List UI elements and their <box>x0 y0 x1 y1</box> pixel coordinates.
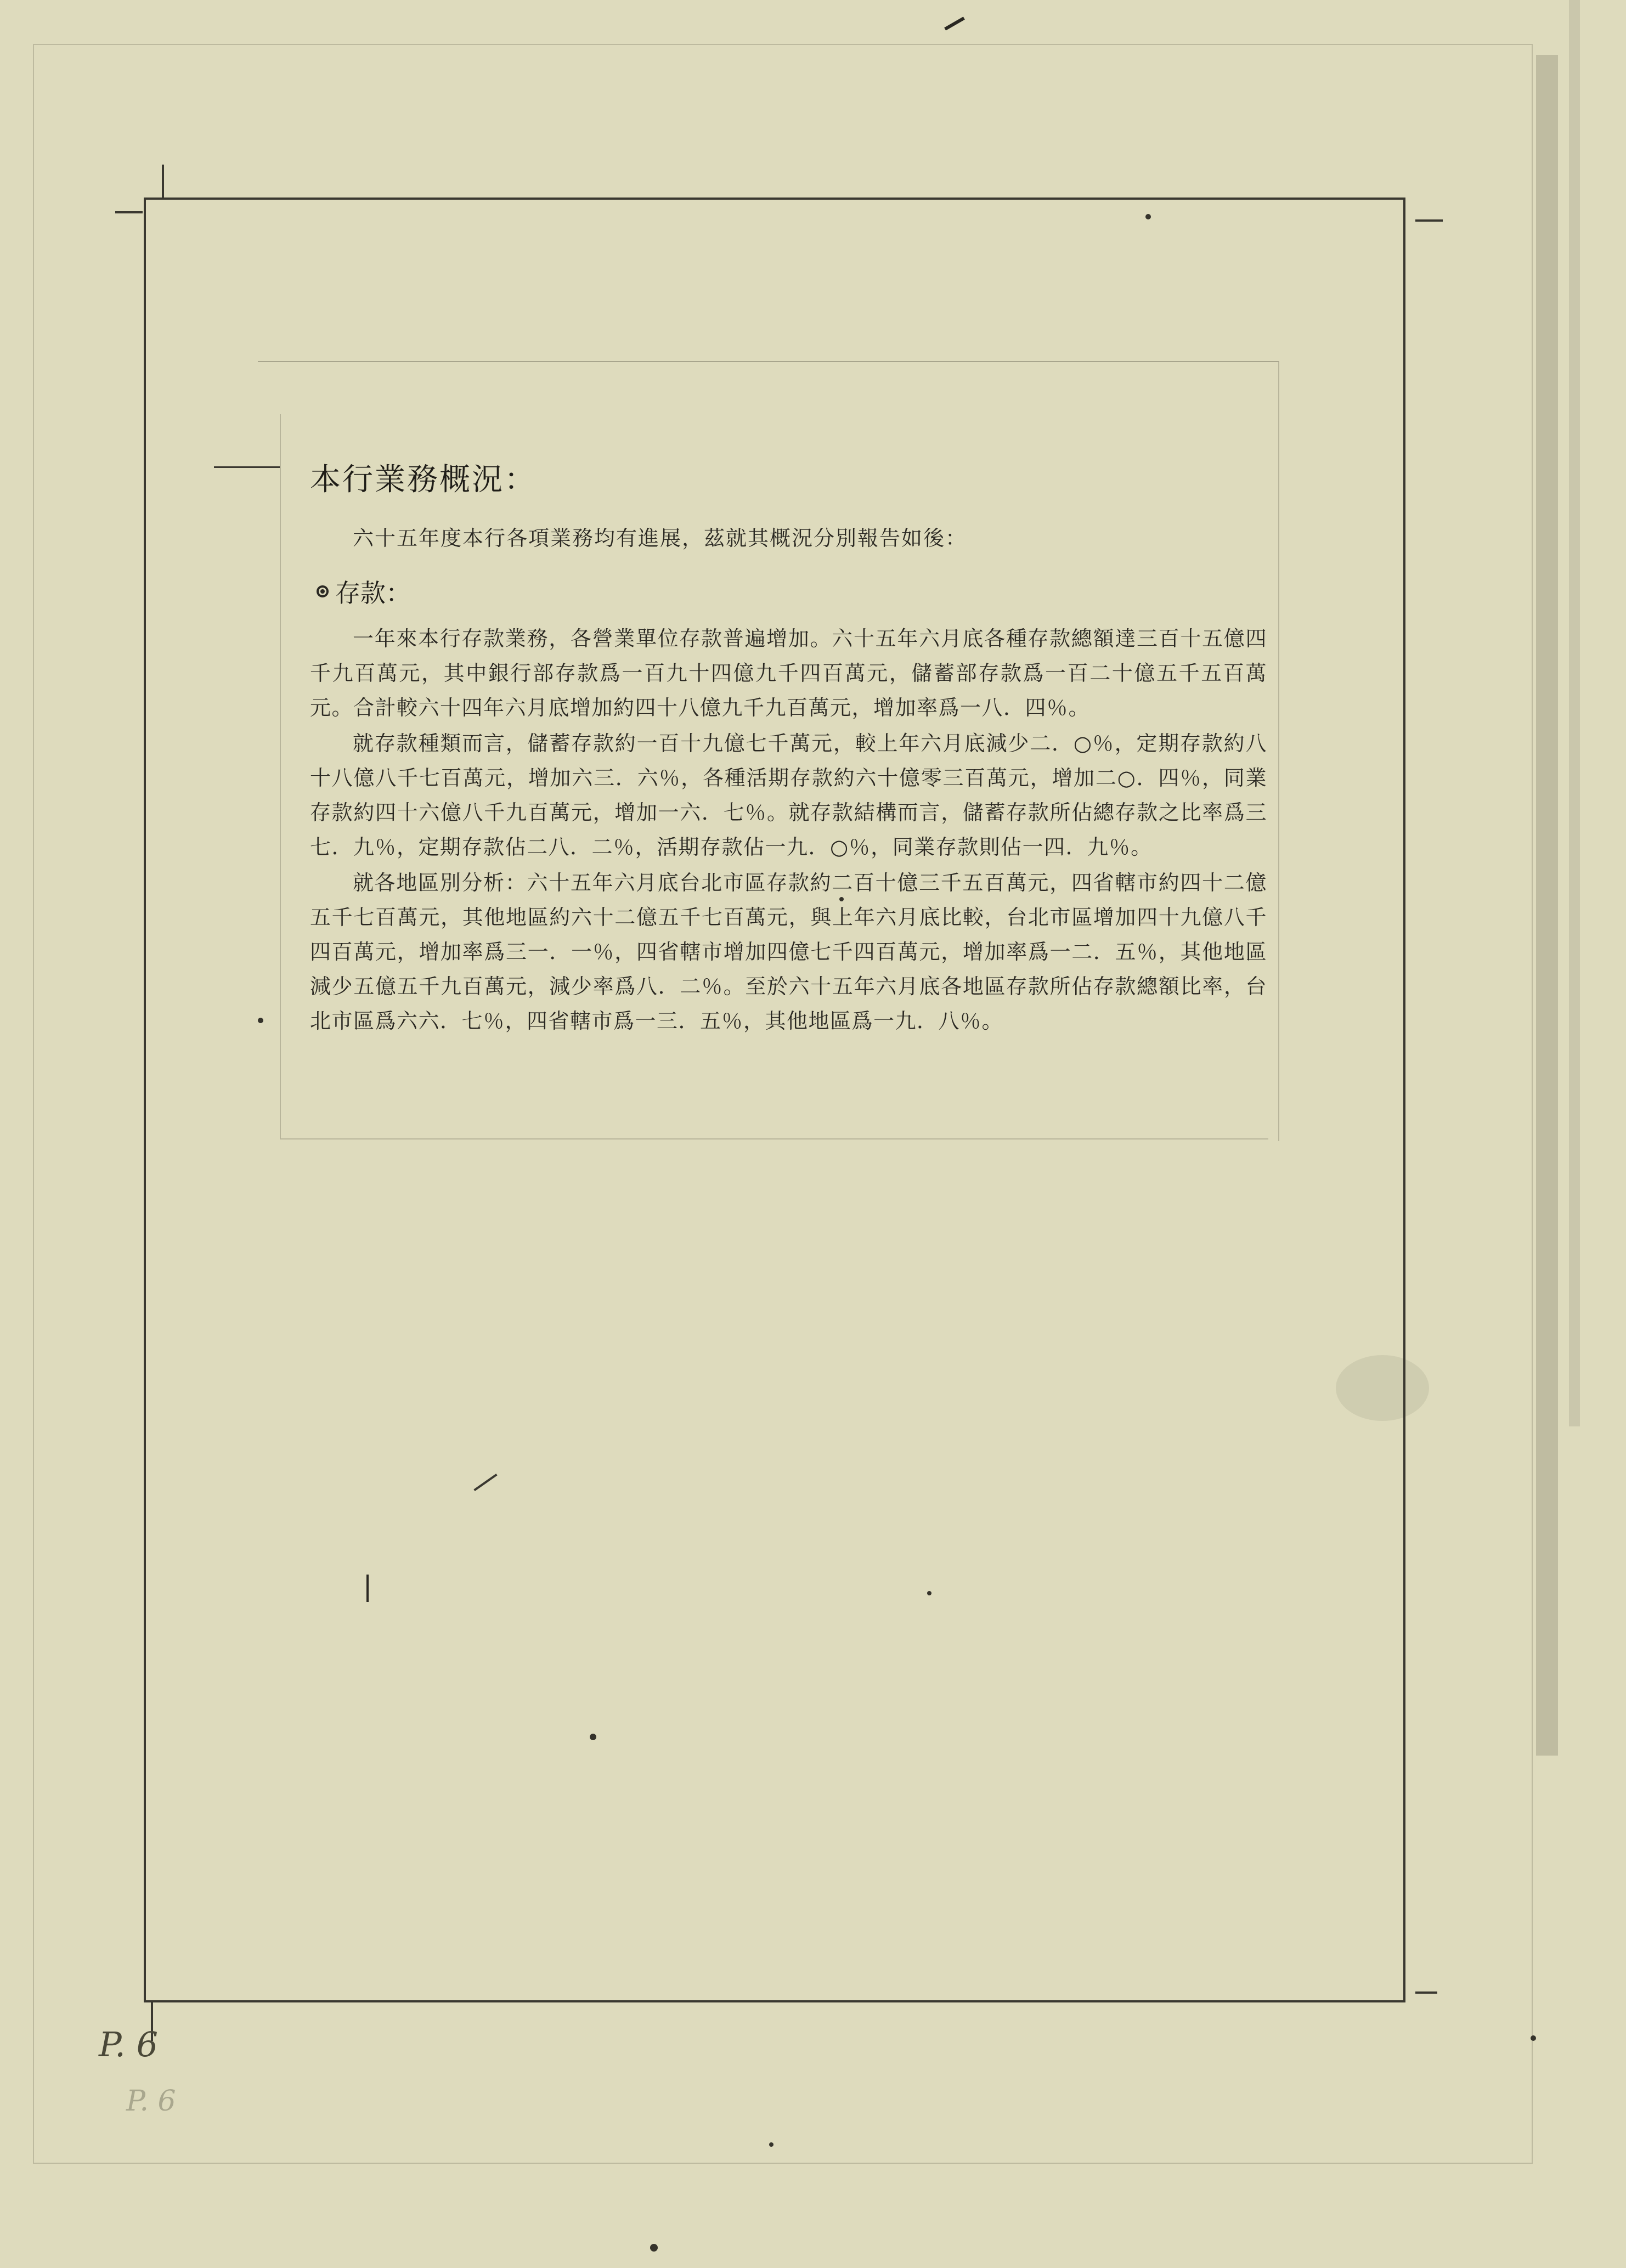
body-paragraph: 就各地區別分析：六十五年六月底台北市區存款約二百十億三千五百萬元，四省轄市約四十二億五千七百萬元，其他地區約六十二億五千七百萬元，與上年六月底比較，台北市區增加四十九億八千四百萬元，增加率爲三一．一％，四省轄市增加四億七千四百萬元，增加率爲一二．五％，其他地區減少五億五千九百萬元，減少率爲八．二％。至於六十五年六月底各地區存款所佔存款總額比率，台北市區爲六六．七％，四省轄市爲一三．五％，其他地區爲一九．八％。 <box>310 871 1267 1033</box>
scan-speck <box>590 1734 596 1740</box>
section-heading-text: 存款： <box>335 578 411 608</box>
crop-mark <box>1415 1991 1437 1994</box>
intro-paragraph: 六十五年度本行各項業務均有進展，茲就其概況分別報告如後： <box>353 526 968 550</box>
document-body <box>310 455 1267 1040</box>
scan-streak <box>1569 0 1580 1426</box>
bullet-icon <box>317 585 329 597</box>
scan-speck <box>839 897 844 901</box>
scan-speck <box>258 1018 263 1023</box>
scan-speck <box>1145 214 1151 219</box>
body-paragraph: 就存款種類而言，儲蓄存款約一百十九億七千萬元，較上年六月底減少二．○％，定期存款約八十八億八千七百萬元，增加六三．六％，各種活期存款約六十億零三百萬元，增加二○．四％，同業存款約四十六億八千九百萬元，增加一六．七％。就存款結構而言，儲蓄存款所佔總存款之比率爲三七．九％，定期存款佔二八．二％，活期存款佔一九．○％，同業存款則佔一四．九％。 <box>310 731 1267 859</box>
page-title: 本行業務概況： <box>310 462 537 498</box>
handwritten-page-number: P. 6 <box>99 2024 159 2064</box>
section-heading <box>317 573 1267 610</box>
crop-mark <box>115 211 143 213</box>
crop-mark <box>1415 219 1443 222</box>
scan-speck <box>927 1591 931 1595</box>
scan-speck <box>650 2244 658 2252</box>
scan-streak <box>944 16 965 30</box>
scan-speck <box>769 2142 774 2147</box>
scan-speck <box>1531 2035 1536 2041</box>
body-paragraph: 一年來本行存款業務，各營業單位存款普遍增加。六十五年六月底各種存款總額達三百十五億四千九百萬元，其中銀行部存款爲一百九十四億九千四百萬元，儲蓄部存款爲一百二十億五千五百萬元。合計較六十四年六月底增加約四十八億九千九百萬元，增加率爲一八．四％。 <box>310 627 1267 720</box>
scan-streak <box>366 1575 369 1602</box>
handwritten-page-number-faint: P. 6 <box>126 2085 176 2118</box>
scan-streak <box>1536 55 1558 1756</box>
crop-mark <box>162 165 164 198</box>
scan-streak <box>1336 1355 1429 1421</box>
